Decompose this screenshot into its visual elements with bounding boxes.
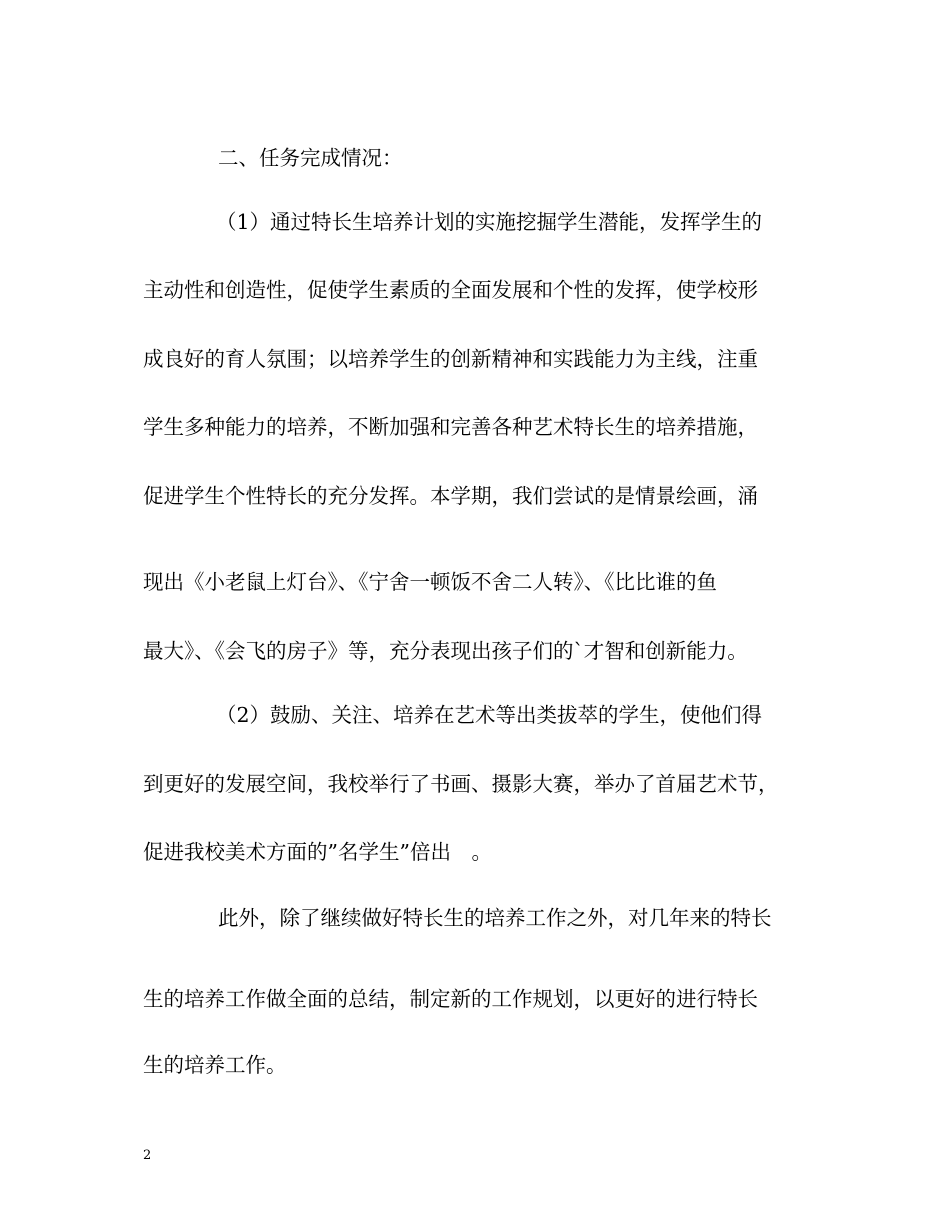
page-number: 2 — [143, 1148, 152, 1163]
paragraph-line: 成良好的育人氛围；以培养学生的创新精神和实践能力为主线，注重 — [143, 347, 758, 371]
paragraph-line: 最大》、《会飞的房子》等，充分表现出孩子们的`才智和创新能力。 — [143, 639, 748, 663]
paragraph-line: 现出《小老鼠上灯台》、《宁舍一顿饭不舍二人转》、《比比谁的鱼 — [143, 570, 717, 594]
paragraph-line: 生的培养工作做全面的总结，制定新的工作规划，以更好的进行特长 — [143, 987, 758, 1011]
paragraph-line: （1）通过特长生培养计划的实施挖掘学生潜能，发挥学生的 — [216, 210, 763, 234]
paragraph-line: 促进我校美术方面的”名学生”倍出 。 — [143, 840, 492, 864]
paragraph-line: 此外，除了继续做好特长生的培养工作之外，对几年来的特长 — [218, 906, 772, 930]
paragraph-line: 学生多种能力的培养，不断加强和完善各种艺术特长生的培养措施， — [143, 415, 758, 439]
paragraph-line: 到更好的发展空间，我校举行了书画、摄影大赛，举办了首届艺术节， — [143, 772, 779, 796]
paragraph-line: 生的培养工作。 — [143, 1053, 287, 1077]
paragraph-line: 主动性和创造性，促使学生素质的全面发展和个性的发挥，使学校形 — [143, 278, 758, 302]
section-heading: 二、任务完成情况： — [218, 146, 403, 170]
paragraph-line: （2）鼓励、关注、培养在艺术等出类拔萃的学生，使他们得 — [216, 703, 763, 727]
paragraph-line: 促进学生个性特长的充分发挥。本学期，我们尝试的是情景绘画，涌 — [143, 484, 758, 508]
